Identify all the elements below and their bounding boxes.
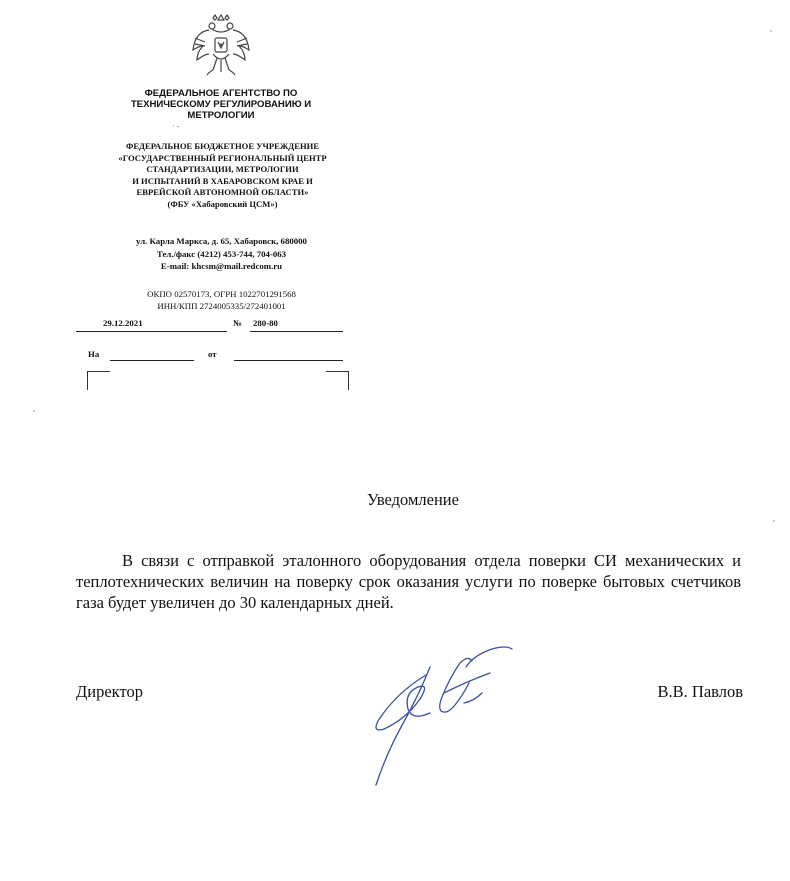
agency-name: [80, 88, 362, 121]
number-sign: №: [233, 318, 242, 328]
institution-line: (ФБУ «Хабаровский ЦСМ»): [167, 198, 278, 209]
address-corner-left: [87, 371, 110, 390]
institution-name: [70, 141, 375, 211]
scan-speck: [770, 30, 772, 32]
address-line: ул. Карла Маркса, д. 65, Хабаровск, 680000: [136, 236, 307, 246]
reference-from-label: от: [208, 349, 217, 359]
email-line: E-mail: khcsm@mail.redcom.ru: [160, 261, 283, 272]
reference-label: На: [88, 349, 100, 359]
eagle-emblem-icon: [191, 14, 251, 76]
reference-date-underline: [234, 360, 343, 361]
scan-speck: [773, 520, 775, 522]
institution-line: ФЕДЕРАЛЬНОЕ БЮДЖЕТНОЕ УЧРЕЖДЕНИЕ: [125, 141, 320, 151]
number-underline: [250, 331, 343, 332]
notice-title: Уведомление: [367, 490, 459, 509]
phone-line: Тел./факс (4212) 453-744, 704-063: [156, 248, 287, 259]
signer-name: В.В. Павлов: [657, 682, 743, 701]
okpo-ogrn-line: ОКПО 02570173, ОГРН 1022701291568: [147, 289, 296, 299]
signer-role: Директор: [76, 682, 143, 701]
divider-mark: · -: [172, 122, 180, 131]
institution-line: ЕВРЕЙСКОЙ АВТОНОМНОЙ ОБЛАСТИ»: [136, 187, 309, 198]
agency-line: ФЕДЕРАЛЬНОЕ АГЕНТСТВО ПО: [144, 88, 298, 99]
date-underline: [76, 331, 227, 332]
contact-details: [80, 235, 363, 273]
handwritten-signature: [368, 645, 518, 790]
agency-line: МЕТРОЛОГИИ: [187, 110, 255, 121]
institution-line: И ИСПЫТАНИЙ В ХАБАРОВСКОМ КРАЕ И: [132, 175, 313, 186]
document-date: 29.12.2021: [103, 318, 143, 328]
reference-underline: [110, 360, 194, 361]
registration-codes: [80, 289, 363, 312]
institution-line: СТАНДАРТИЗАЦИИ, МЕТРОЛОГИИ: [146, 164, 299, 175]
address-corner-right: [326, 371, 349, 390]
document-number: 280-80: [253, 318, 278, 328]
institution-line: «ГОСУДАРСТВЕННЫЙ РЕГИОНАЛЬНЫЙ ЦЕНТР: [118, 152, 327, 163]
agency-line: ТЕХНИЧЕСКОМУ РЕГУЛИРОВАНИЮ И: [130, 99, 312, 110]
scan-speck: [33, 410, 35, 412]
inn-kpp-line: ИНН/КПП 2724005335/272401001: [157, 300, 286, 311]
notice-body: В связи с отправкой эталонного оборудования отдела поверки СИ механических и теплотехнических величин на поверку срок оказания услуги по поверке бытовых счетчиков газа будет увеличен до 30 календарных дней.: [76, 551, 741, 612]
